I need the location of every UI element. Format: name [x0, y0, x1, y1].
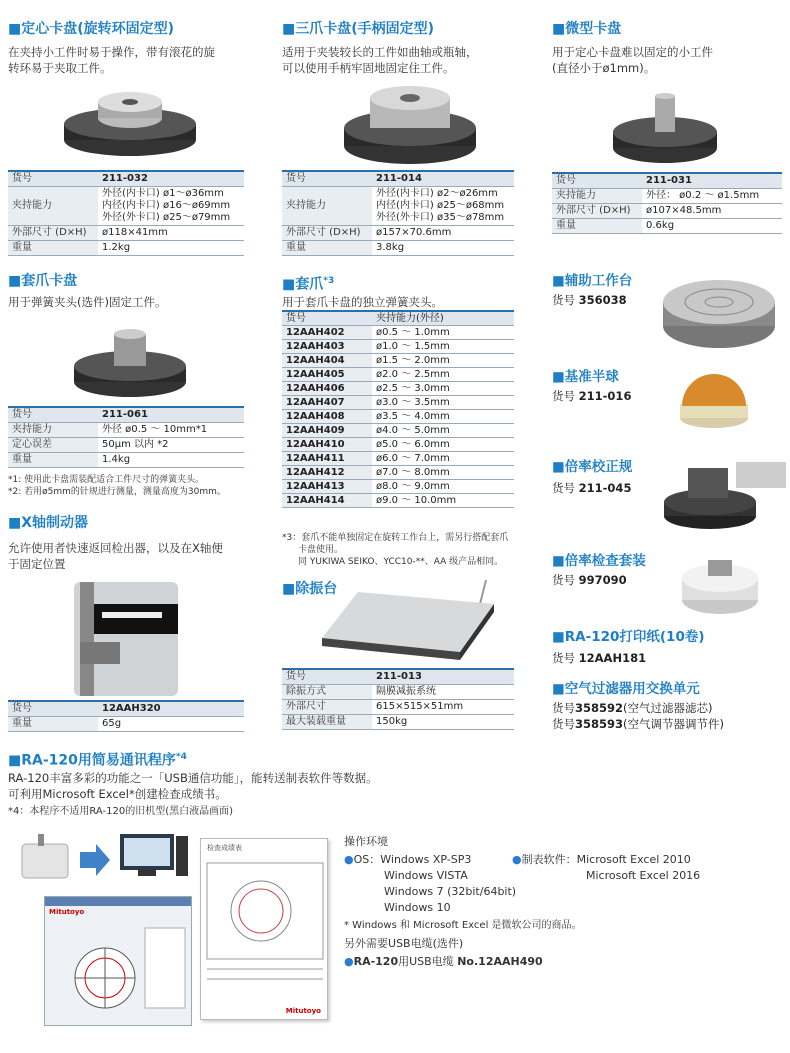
- collet-chuck-photo: [70, 320, 190, 400]
- clamping-range: ø4.0 ～ 5.0mm: [372, 424, 514, 438]
- table-row: [282, 494, 514, 508]
- section-desc: 适用于夹装较长的工件如曲轴或瓶轴， 可以使用手柄牢固地固定住工件。: [282, 45, 478, 75]
- table-row: [282, 410, 514, 424]
- spec-value: 外径： ø0.2 ～ ø1.5mm: [642, 189, 782, 204]
- clamping-range: ø1.5 ～ 2.0mm: [372, 354, 514, 368]
- spec-value: 211-032: [98, 171, 244, 187]
- x-axis-stopper-photo: [74, 582, 178, 696]
- spec-label: 货号: [8, 701, 98, 717]
- centering-chuck-spec-table: [8, 170, 244, 256]
- spec-row: [8, 717, 244, 732]
- table-row: [282, 368, 514, 382]
- spec-label: 外部尺寸: [282, 700, 372, 715]
- spec-row: [552, 219, 782, 234]
- clamping-range: ø6.0 ～ 7.0mm: [372, 452, 514, 466]
- table-row: [282, 354, 514, 368]
- spec-label: 夹持能力: [552, 189, 642, 204]
- spec-label: 外部尺寸 (D×H): [8, 226, 98, 241]
- section-desc: 用于弹簧夹头(选件)固定工件。: [8, 295, 167, 309]
- clamping-range: ø8.0 ～ 9.0mm: [372, 480, 514, 494]
- bullet-icon: ●: [512, 853, 522, 866]
- reference-hemisphere-photo: [676, 366, 752, 430]
- spec-value: 外径(内卡口) ø2～ø26mm 内径(内卡口) ø25～ø68mm 外径(外卡口) ø35～ø78mm: [372, 187, 514, 226]
- spec-label: 重量: [552, 219, 642, 234]
- spec-value: ø157×70.6mm: [372, 226, 514, 241]
- table-row: [282, 424, 514, 438]
- part-number: 12AAH404: [282, 354, 372, 368]
- micro-chuck-spec-table: [552, 172, 782, 234]
- acc-title-air-filter-unit: ■空气过滤器用交换单元: [552, 681, 700, 697]
- bullet-icon: ●: [344, 853, 354, 866]
- spec-row: [282, 241, 514, 256]
- spec-label: 除振方式: [282, 685, 372, 700]
- spec-label: 货号: [282, 669, 372, 685]
- part-number: 12AAH409: [282, 424, 372, 438]
- part-number: 12AAH410: [282, 438, 372, 452]
- section-title-vibration-table: ■除振台: [282, 581, 338, 597]
- spec-row: [8, 171, 244, 187]
- three-jaw-chuck-spec-table: [282, 170, 514, 256]
- inspection-report-sheet: 检查成绩表 Mitutoyo: [200, 838, 328, 1020]
- spec-value: 211-061: [98, 407, 244, 423]
- magnification-check-set-photo: [680, 548, 760, 618]
- part-number: 12AAH414: [282, 494, 372, 508]
- section-desc: RA-120丰富多彩的功能之一「USB通信功能」，能转送制表软件等数据。 可利用Microsoft Excel*创建检查成绩书。: [8, 771, 378, 801]
- usb-cable-note: 另外需要USB电缆(选件): [344, 937, 464, 950]
- table-row: [282, 326, 514, 340]
- acc-sku: 货号358592(空气过滤器滤芯): [552, 701, 713, 715]
- table-row: [282, 480, 514, 494]
- acc-sku: 货号358593(空气调节器调节件): [552, 717, 724, 731]
- spec-row: [552, 189, 782, 204]
- spec-row: [282, 226, 514, 241]
- spec-value: ø107×48.5mm: [642, 204, 782, 219]
- section-desc: 允许使用者快速返回检出器，以及在X轴便 于固定位置: [8, 541, 223, 571]
- acc-sku: 货号 211-045: [552, 481, 632, 495]
- section-desc: 用于定心卡盘难以固定的小工件 (直径小于ø1mm)。: [552, 45, 713, 75]
- clamping-range: ø0.5 ～ 1.0mm: [372, 326, 514, 340]
- micro-chuck-photo: [610, 86, 720, 166]
- spec-row: [552, 173, 782, 189]
- spec-label: 重量: [282, 241, 372, 256]
- collet-chuck-notes: *1: 使用此卡盘需装配适合工件尺寸的弹簧夹头。 *2: 若用ø5mm的针规进行测量，测量高度为30mm。: [8, 475, 226, 497]
- centering-chuck-photo: [60, 88, 200, 160]
- spec-row: [8, 438, 244, 453]
- table-row: [282, 340, 514, 354]
- magnification-gauge-photo: [660, 454, 786, 534]
- acc-sku: 货号 211-016: [552, 389, 632, 403]
- spec-value: 65g: [98, 717, 244, 732]
- acc-title-magnification-check-set: ■倍率检查套装: [552, 553, 646, 569]
- spec-value: 211-014: [372, 171, 514, 187]
- os-list: ●OS：Windows XP-SP3 Windows VISTA Windows 7 (32bit/64bit) Windows 10: [344, 853, 517, 914]
- spec-value: 50μm 以内 *2: [98, 438, 244, 453]
- column-header: 夹持能力(外径): [372, 311, 514, 326]
- spec-value: 1.2kg: [98, 241, 244, 256]
- spec-label: 外部尺寸 (D×H): [282, 226, 372, 241]
- section-title-communication-program: ■RA-120用简易通讯程序$^{*4}$: [8, 752, 187, 769]
- spec-label: 重量: [8, 717, 98, 732]
- clamping-range: ø1.0 ～ 1.5mm: [372, 340, 514, 354]
- spec-row: [8, 187, 244, 226]
- table-row: [282, 396, 514, 410]
- table-row: [282, 466, 514, 480]
- part-number: 12AAH405: [282, 368, 372, 382]
- trademark-note: * Windows 和 Microsoft Excel 是微软公司的商品。: [344, 920, 582, 931]
- spec-label: 重量: [8, 453, 98, 468]
- spec-value: 3.8kg: [372, 241, 514, 256]
- section-title-collet: ■套爪$^{*3}$: [282, 276, 335, 293]
- spec-value: 外径 ø0.5 ～ 10mm*1: [98, 423, 244, 438]
- spec-row: [8, 407, 244, 423]
- table-header: [282, 311, 514, 326]
- spec-value: 12AAH320: [98, 701, 244, 717]
- column-header: 货号: [282, 311, 372, 326]
- spec-row: [282, 715, 514, 730]
- software-window-screenshot: Mitutoyo: [44, 896, 192, 1026]
- part-number: 12AAH402: [282, 326, 372, 340]
- spec-label: 夹持能力: [8, 423, 98, 438]
- collet-size-table: [282, 310, 514, 508]
- part-number: 12AAH411: [282, 452, 372, 466]
- three-jaw-chuck-photo: [340, 80, 480, 168]
- spec-value: 1.4kg: [98, 453, 244, 468]
- bullet-icon: ●: [344, 955, 354, 968]
- table-row: [282, 438, 514, 452]
- spec-label: 货号: [552, 173, 642, 189]
- clamping-range: ø2.0 ～ 2.5mm: [372, 368, 514, 382]
- section-title-collet-chuck: ■套爪卡盘: [8, 273, 78, 289]
- acc-sku: 货号 997090: [552, 573, 627, 587]
- spec-value: 615×515×51mm: [372, 700, 514, 715]
- spec-value: 0.6kg: [642, 219, 782, 234]
- acc-title-magnification-gauge: ■倍率校正规: [552, 459, 633, 475]
- clamping-range: ø2.5 ～ 3.0mm: [372, 382, 514, 396]
- part-number: 12AAH408: [282, 410, 372, 424]
- section-title-three-jaw-chuck: ■三爪卡盘(手柄固定型): [282, 21, 435, 37]
- section-title-centering-chuck: ■定心卡盘(旋转环固定型): [8, 21, 175, 37]
- env-title: 操作环境: [344, 835, 388, 848]
- section-desc: 在夹持小工件时易于操作，带有滚花的旋 转环易于夹取工件。: [8, 45, 215, 75]
- table-row: [282, 382, 514, 396]
- spec-value: 外径(内卡口) ø1～ø36mm 内径(内卡口) ø16～ø69mm 外径(外卡口) ø25～ø79mm: [98, 187, 244, 226]
- spec-label: 定心误差: [8, 438, 98, 453]
- acc-sku: 货号 356038: [552, 293, 627, 307]
- program-note: *4：本程序不适用RA-120的旧机型(黑白液晶画面): [8, 806, 234, 817]
- spec-row: [8, 423, 244, 438]
- spec-row: [282, 669, 514, 685]
- table-row: [282, 452, 514, 466]
- spec-row: [8, 226, 244, 241]
- spreadsheet-software: ●制表软件：Microsoft Excel 2010 Microsoft Excel 2016: [512, 853, 701, 882]
- part-number: 12AAH407: [282, 396, 372, 410]
- x-axis-stopper-spec-table: [8, 700, 244, 732]
- clamping-range: ø3.0 ～ 3.5mm: [372, 396, 514, 410]
- section-desc: 用于套爪卡盘的独立弹簧夹头。: [282, 295, 443, 309]
- spec-label: 货号: [8, 171, 98, 187]
- spec-value: 150kg: [372, 715, 514, 730]
- part-number: 12AAH413: [282, 480, 372, 494]
- clamping-range: ø7.0 ～ 8.0mm: [372, 466, 514, 480]
- vibration-table-spec-table: [282, 668, 514, 730]
- spec-row: [552, 204, 782, 219]
- part-number: 12AAH406: [282, 382, 372, 396]
- spec-row: [8, 241, 244, 256]
- spec-label: 外部尺寸 (D×H): [552, 204, 642, 219]
- spec-value: 211-031: [642, 173, 782, 189]
- part-number: 12AAH412: [282, 466, 372, 480]
- spec-label: 重量: [8, 241, 98, 256]
- usb-cable-model: ●RA-120用USB电缆 No.12AAH490: [344, 955, 543, 968]
- usb-connection-illustration: [20, 830, 190, 890]
- spec-label: 货号: [8, 407, 98, 423]
- collet-notes: *3：套爪不能单独固定在旋转工作台上，需另行搭配套爪 卡盘使用。 同 YUKIWA SEIKO、YCC10-**、AA 级产品相同。: [282, 533, 509, 567]
- clamping-range: ø9.0 ～ 10.0mm: [372, 494, 514, 508]
- spec-row: [8, 701, 244, 717]
- clamping-range: ø5.0 ～ 6.0mm: [372, 438, 514, 452]
- vibration-table-photo: [318, 578, 498, 662]
- collet-chuck-spec-table: [8, 406, 244, 468]
- spec-value: 隔膜减振系统: [372, 685, 514, 700]
- spec-row: [282, 171, 514, 187]
- spec-row: [8, 453, 244, 468]
- spec-label: 最大装载重量: [282, 715, 372, 730]
- spec-value: 211-013: [372, 669, 514, 685]
- acc-sku: 货号 12AAH181: [552, 651, 647, 665]
- section-title-micro-chuck: ■微型卡盘: [552, 21, 622, 37]
- part-number: 12AAH403: [282, 340, 372, 354]
- section-title-x-axis-stopper: ■X轴制动器: [8, 515, 89, 531]
- spec-label: 货号: [282, 171, 372, 187]
- acc-title-printer-paper: ■RA-120打印纸(10卷): [552, 629, 705, 645]
- spec-label: 夹持能力: [282, 187, 372, 226]
- auxiliary-table-photo: [660, 276, 778, 352]
- acc-title-auxiliary-table: ■辅助工作台: [552, 273, 633, 289]
- spec-row: [282, 685, 514, 700]
- spec-value: ø118×41mm: [98, 226, 244, 241]
- spec-row: [282, 187, 514, 226]
- spec-row: [282, 700, 514, 715]
- acc-title-reference-hemisphere: ■基准半球: [552, 369, 619, 385]
- clamping-range: ø3.5 ～ 4.0mm: [372, 410, 514, 424]
- spec-label: 夹持能力: [8, 187, 98, 226]
